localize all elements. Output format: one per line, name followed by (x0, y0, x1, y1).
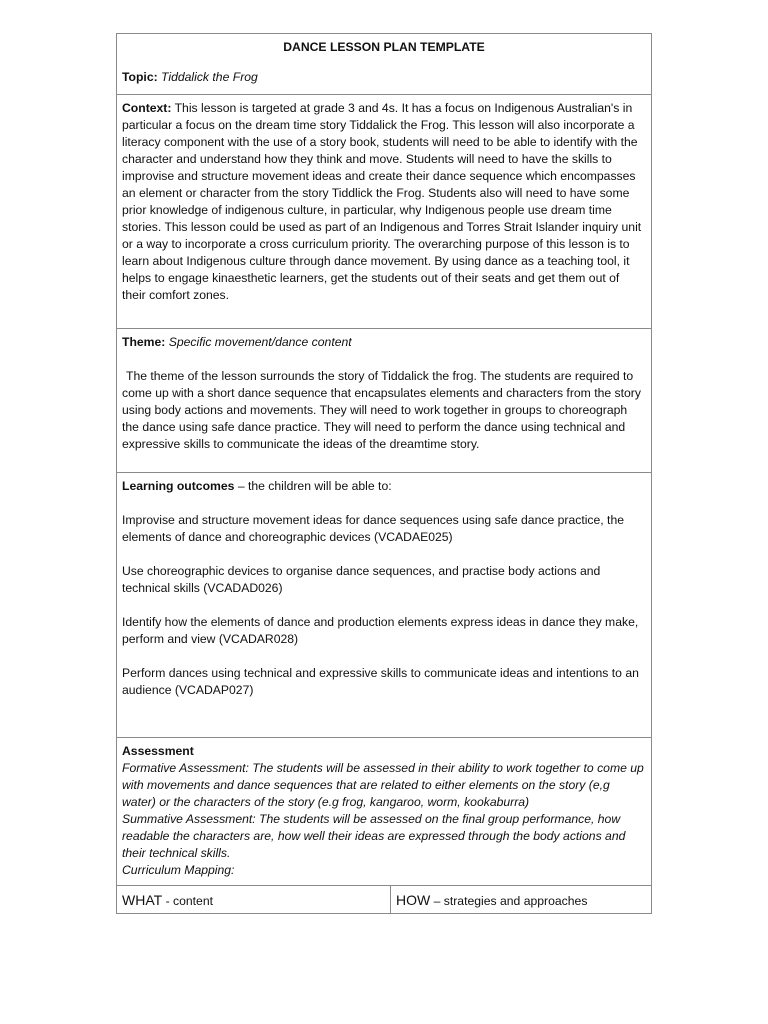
topic-line (122, 69, 646, 86)
how-label: HOW (396, 892, 431, 908)
what-how-row (116, 885, 652, 914)
outcomes-intro: – the children will be able to: (237, 479, 392, 493)
outcome-item: Use choreographic devices to organise dance sequences, and practise body actions and technical skills (VCADAD026) (122, 564, 601, 595)
outcome-item: Identify how the elements of dance and production elements express ideas in dance they make, perform and view (VCADAR028) (122, 615, 639, 646)
assessment-label-text: Assessment (122, 744, 194, 758)
theme-section (116, 328, 652, 472)
what-label: WHAT (122, 892, 163, 908)
context-paragraph (122, 100, 646, 304)
outcome-item: Perform dances using technical and expressive skills to communicate ideas and intentions to an audience (VCADAP027) (122, 666, 639, 697)
header-section (116, 33, 652, 94)
what-content-cell (117, 886, 391, 913)
lesson-plan-document (116, 33, 652, 914)
context-text: This lesson is targeted at grade 3 and 4s. It has a focus on Indigenous Australian's in particular a focus on the dream time story Tiddalick the Frog. This lesson will also incorporate a literacy component with the use of a story book, students will need to be able to identify with the character and understand how they think and move. Students will need to have the skills to improvise and structure movement ideas and create their dance sequence which encompasses an element or character from the story Tiddlick the Frog. Students also will need to have some prior knowledge of indigenous culture, in particular, why Indigenous people use dream time stories. This lesson could be used as part of an Indigenous and Torres Strait Islander inquiry unit or a way to incorporate a cross curriculum priority. The overarching purpose of this lesson is to learn about Indigenous culture through dance movement. By using dance as a teaching tool, it helps to engage kinaesthetic learners, get the students out of their seats and get them out of their comfort zones. (122, 101, 642, 302)
context-section (116, 94, 652, 328)
formative-assessment: Formative Assessment: The students will be assessed in their ability to work together to come up with movements and dance sequences that are related to either elements on the story (e,g water) or the characters of the story (e.g frog, kangaroo, worm, kookaburra) (122, 761, 644, 809)
topic-value: Tiddalick the Frog (161, 70, 258, 84)
outcomes-label: Learning outcomes (122, 479, 235, 493)
topic-label: Topic: (122, 70, 158, 84)
outcome-item: Improvise and structure movement ideas for dance sequences using safe dance practice, the elements of dance and choreographic devices (VCADAE025) (122, 513, 624, 544)
theme-text: The theme of the lesson surrounds the story of Tiddalick the frog. The students are required to come up with a short dance sequence that encapsulates elements and characters from the story using body actions and movements. They will need to work together in groups to choreograph the dance using safe dance practice. They will need to perform the dance using technical and expressive skills to communicate the ideas of the dreamtime story. (122, 369, 641, 451)
outcomes-heading (122, 478, 646, 495)
theme-heading (122, 334, 646, 351)
assessment-label (122, 743, 646, 760)
how-rest: – strategies and approaches (430, 894, 588, 908)
what-rest: - content (162, 894, 213, 908)
summative-assessment: Summative Assessment: The students will be assessed on the final group performance, how readable the characters are, how well their ideas are expressed through the body actions and their technical skills. (122, 812, 626, 860)
how-strategies-cell (391, 886, 651, 913)
learning-outcomes-section (116, 472, 652, 737)
context-label: Context: (122, 101, 172, 115)
document-title: DANCE LESSON PLAN TEMPLATE (283, 40, 485, 54)
theme-subtitle: Specific movement/dance content (168, 335, 352, 349)
theme-label: Theme: (122, 335, 166, 349)
assessment-section (116, 737, 652, 885)
curriculum-mapping: Curriculum Mapping: (122, 863, 235, 877)
